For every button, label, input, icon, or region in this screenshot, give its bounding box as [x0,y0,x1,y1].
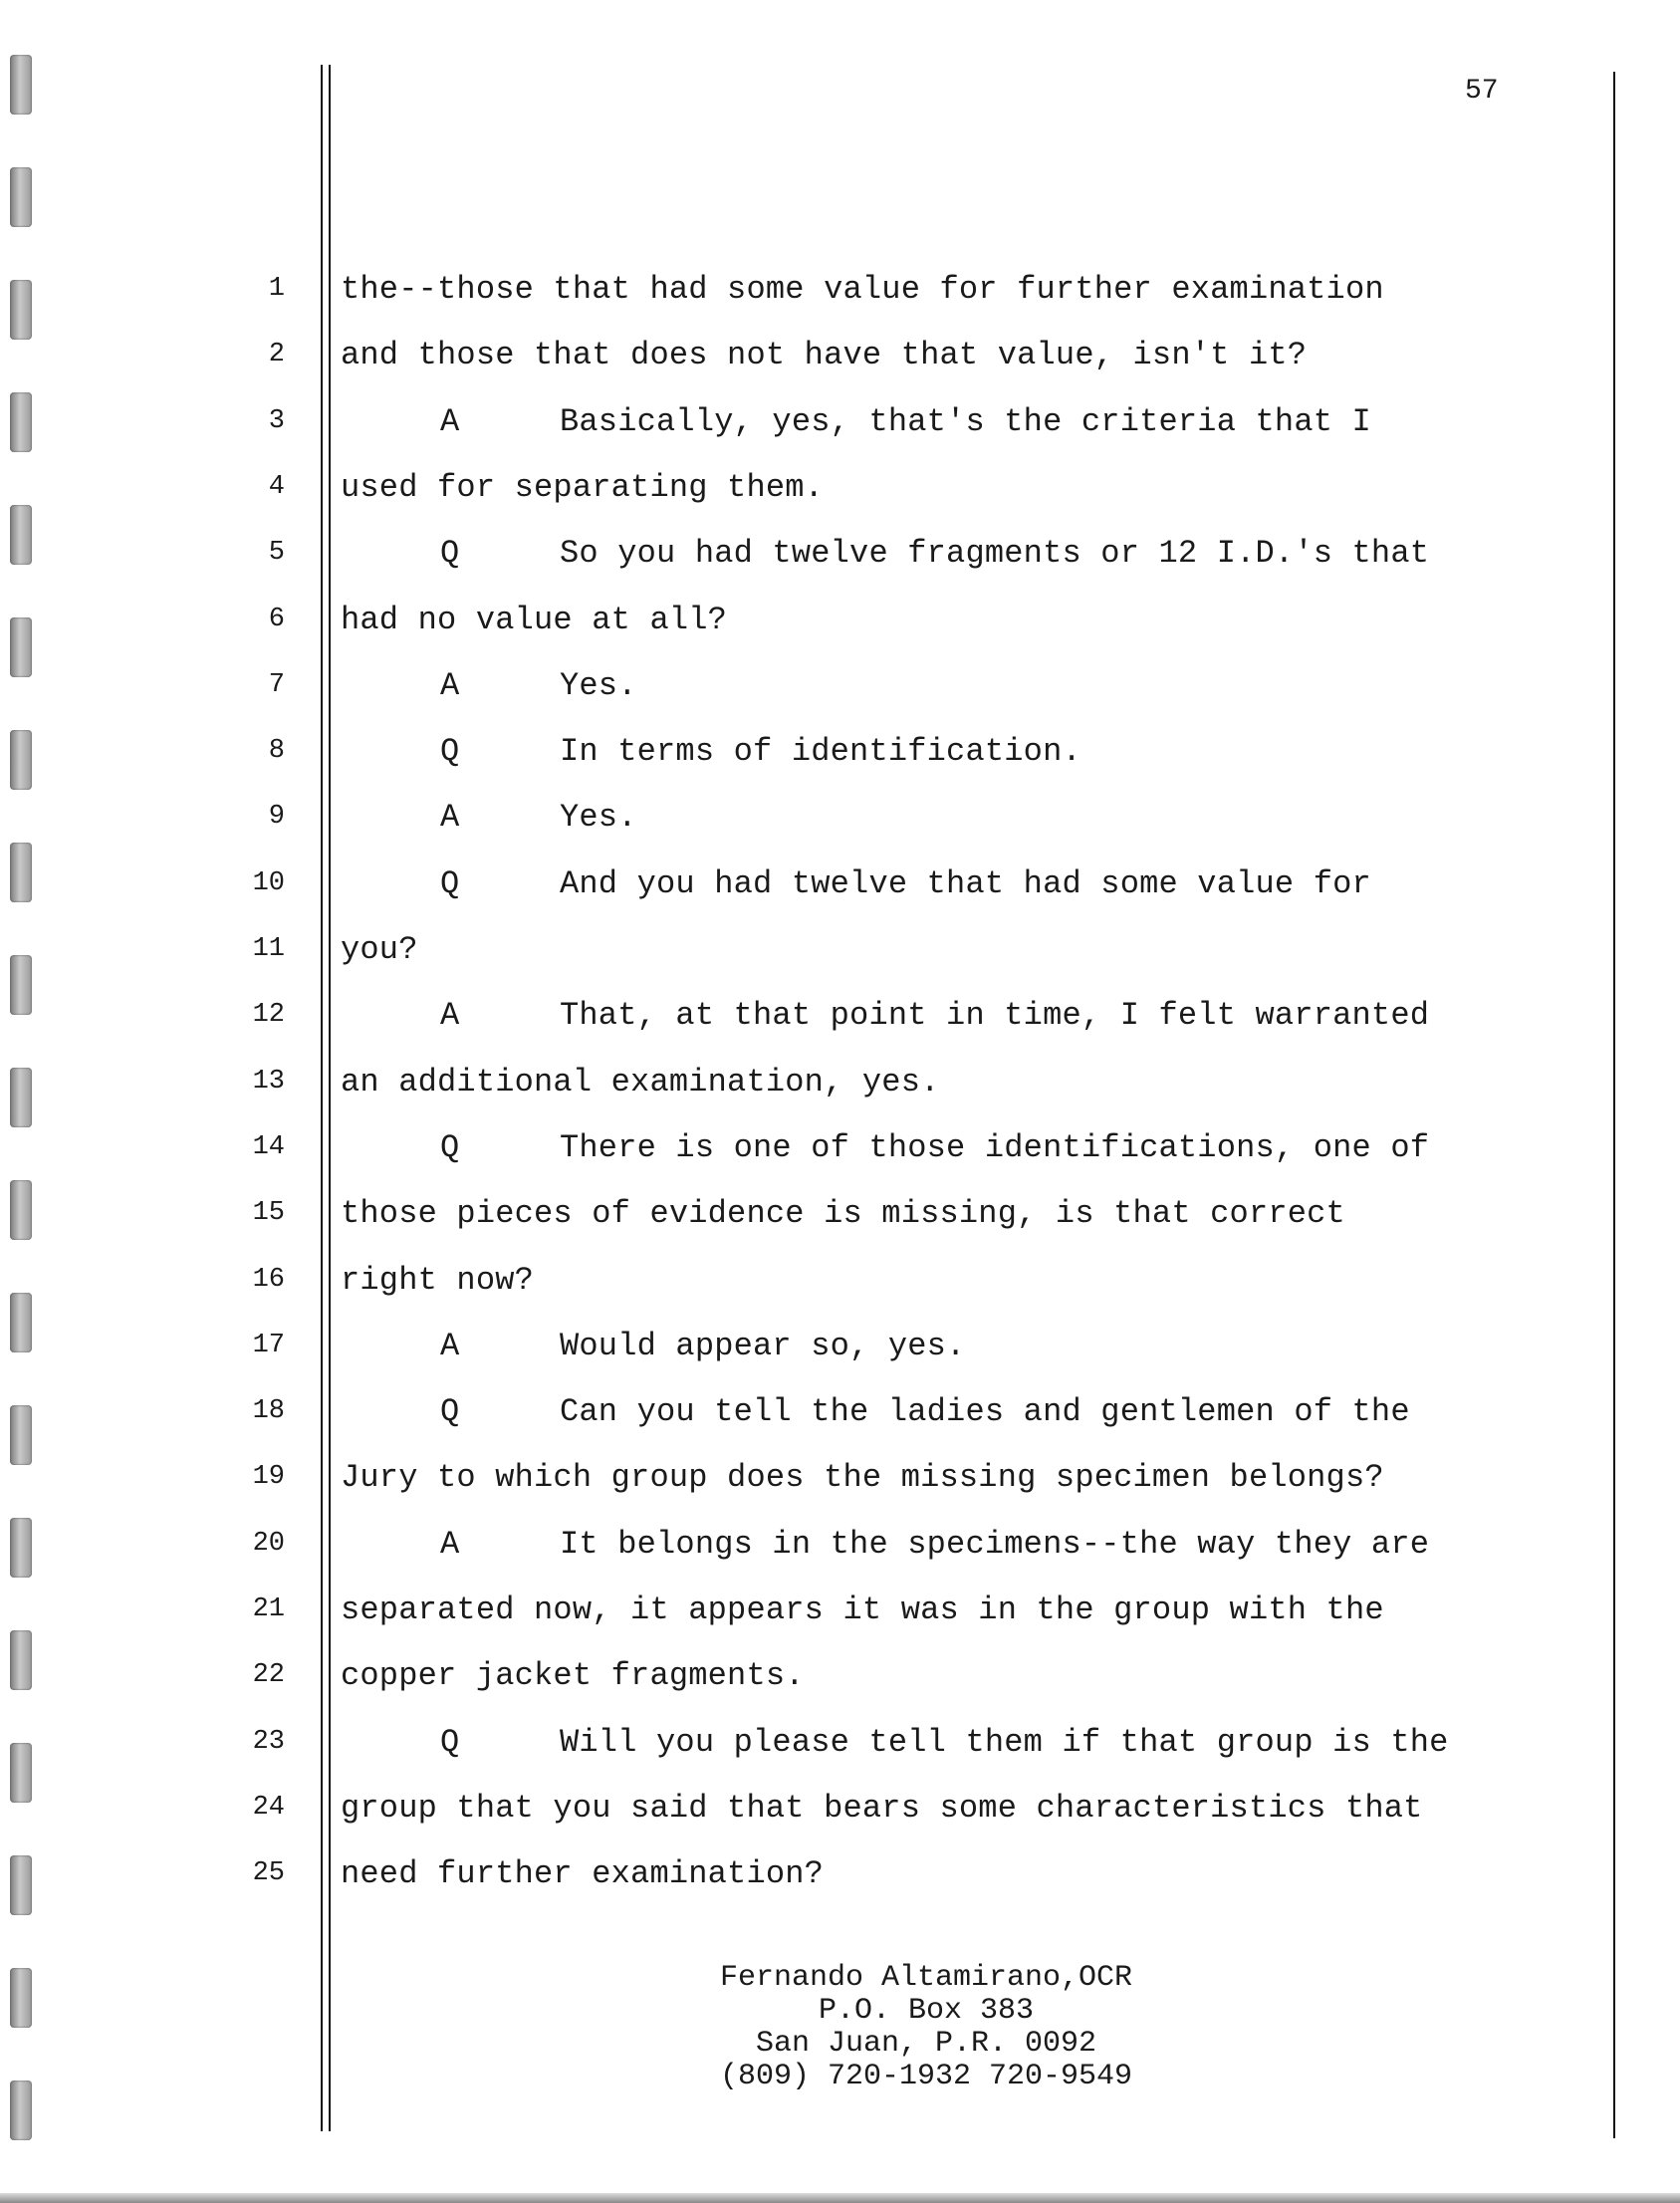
reporter-address-line1: P.O. Box 383 [818,1994,1035,2028]
page-bottom-edge [0,2193,1680,2203]
transcript-line: had no value at all? [341,602,728,638]
line-number: 14 [252,1132,285,1162]
transcript-line: It belongs in the specimens--the way they are [560,1526,1430,1563]
left-margin-rule-inner [329,65,331,2131]
line-number: 8 [268,736,285,766]
binder-hole [10,1405,32,1465]
speaker-label: A [440,1328,460,1364]
binder-hole [10,1968,32,2028]
reporter-address-line2: San Juan, P.R. 0092 [755,2027,1097,2061]
binder-hole [10,167,32,227]
line-number: 17 [252,1331,285,1360]
binder-hole [10,1293,32,1352]
binder-hole [10,1743,32,1803]
transcript-line: and those that does not have that value, isn't it? [341,337,1308,373]
binder-hole [10,392,32,452]
binder-hole [10,1855,32,1915]
speaker-label: A [440,1526,460,1563]
line-number: 18 [252,1396,285,1426]
transcript-line: an additional examination, yes. [341,1064,940,1101]
transcript-line: Jury to which group does the missing specimen belongs? [341,1459,1384,1496]
speaker-label: Q [440,865,460,902]
transcript-line: And you had twelve that had some value for [560,865,1371,902]
binder-hole [10,1518,32,1578]
transcript-line: group that you said that bears some characteristics that [341,1790,1423,1827]
page-number: 57 [1465,76,1499,107]
line-number: 6 [268,605,285,634]
speaker-label: A [440,403,460,440]
line-number: 4 [268,472,285,502]
line-number: 7 [268,670,285,700]
speaker-label: A [440,799,460,836]
binder-hole [10,1630,32,1690]
binder-hole [10,505,32,565]
transcript-line: So you had twelve fragments or 12 I.D.'s that [560,535,1430,572]
speaker-label: Q [440,535,460,572]
speaker-label: Q [440,1724,460,1761]
line-number: 22 [252,1660,285,1690]
line-number: 1 [268,274,285,304]
transcript-line: There is one of those identifications, one of [560,1129,1430,1166]
transcript-line: the--those that had some value for further examination [341,271,1384,308]
speaker-label: Q [440,733,460,770]
speaker-label: Q [440,1129,460,1166]
line-number: 25 [252,1858,285,1888]
binder-hole [10,1180,32,1240]
line-number: 5 [268,538,285,568]
transcript-line: Yes. [560,799,637,836]
transcript-line: those pieces of evidence is missing, is that correct [341,1195,1345,1232]
line-number: 12 [252,1000,285,1030]
speaker-label: Q [440,1393,460,1430]
line-number: 13 [252,1067,285,1097]
line-number: 20 [252,1529,285,1559]
transcript-line: That, at that point in time, I felt warranted [560,997,1430,1034]
line-number: 9 [268,802,285,832]
transcript-line: Yes. [560,667,637,704]
line-number: 2 [268,340,285,369]
reporter-name: Fernando Altamirano,OCR [719,1961,1133,1995]
binder-hole [10,280,32,340]
right-margin-rule [1613,72,1615,2138]
transcript-line: need further examination? [341,1855,825,1892]
line-number: 15 [252,1198,285,1228]
transcript-line: copper jacket fragments. [341,1657,805,1694]
binder-hole [10,1068,32,1127]
reporter-footer [558,1962,1295,2093]
binder-hole [10,2081,32,2140]
line-number: 19 [252,1462,285,1492]
left-margin-rule-outer [321,65,323,2131]
transcript-line: In terms of identification. [560,733,1081,770]
transcript-line: Can you tell the ladies and gentlemen of the [560,1393,1410,1430]
transcript-line: Will you please tell them if that group is the [560,1724,1449,1761]
binder-hole [10,55,32,115]
binder-hole [10,617,32,677]
binder-hole [10,843,32,902]
transcript-line: Basically, yes, that's the criteria that I [560,403,1371,440]
line-number: 16 [252,1265,285,1295]
line-number: 10 [252,868,285,898]
line-number: 3 [268,406,285,436]
line-number: 11 [252,934,285,964]
line-number: 21 [252,1594,285,1624]
line-number: 24 [252,1793,285,1823]
transcript-line: right now? [341,1262,535,1299]
line-number: 23 [252,1727,285,1757]
binder-hole [10,730,32,790]
binder-hole [10,955,32,1015]
transcript-line: separated now, it appears it was in the group with the [341,1591,1384,1628]
speaker-label: A [440,667,460,704]
reporter-phone: (809) 720-1932 720-9549 [719,2060,1133,2093]
transcript-line: you? [341,931,418,968]
speaker-label: A [440,997,460,1034]
transcript-line: used for separating them. [341,469,825,506]
transcript-line: Would appear so, yes. [560,1328,966,1364]
